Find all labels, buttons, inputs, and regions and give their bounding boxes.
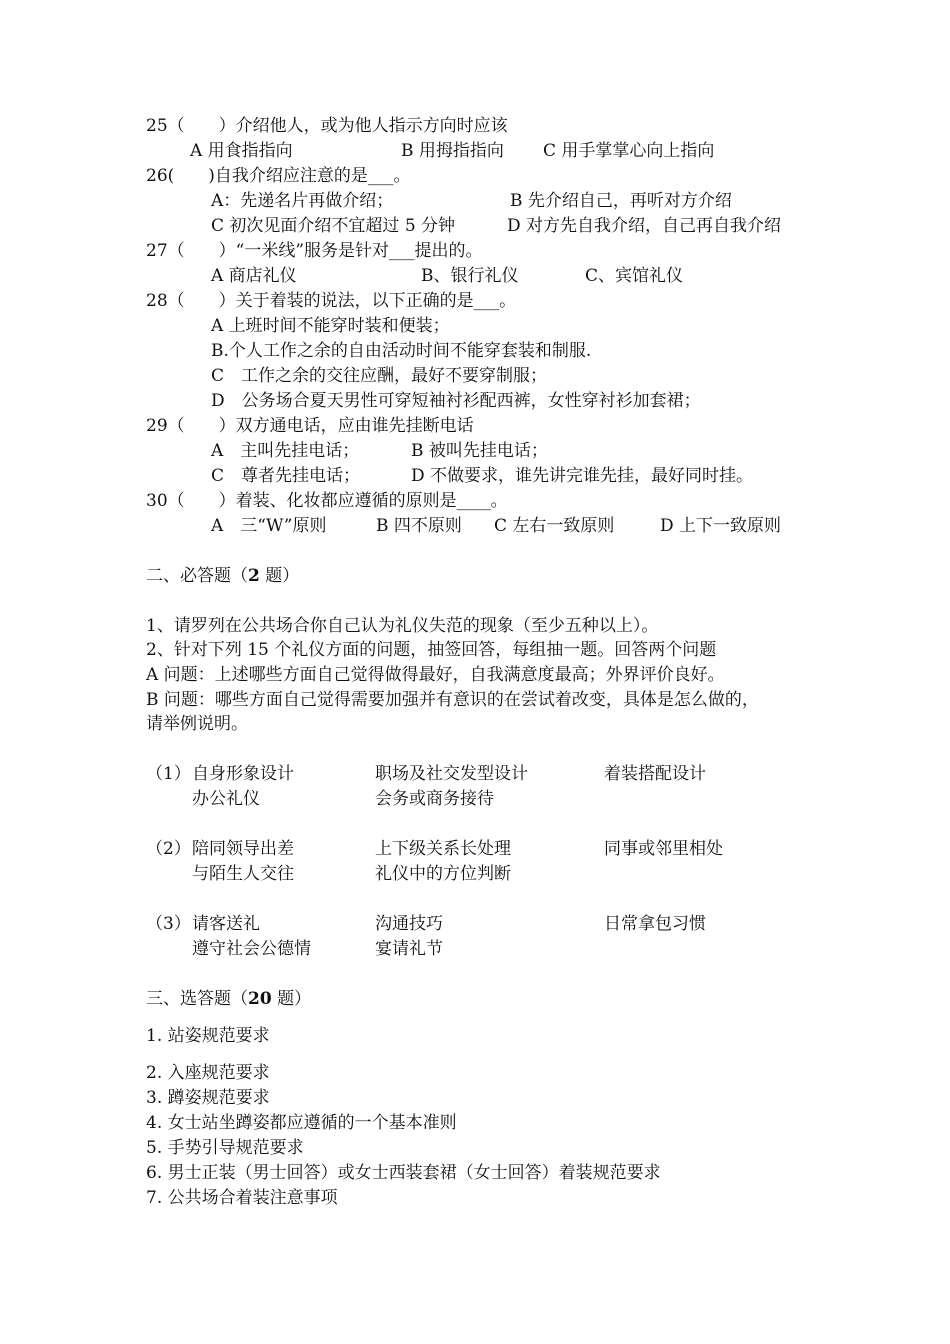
- section-3-heading-count: 20: [248, 989, 272, 1009]
- section-2-line: 请举例说明。: [146, 714, 248, 734]
- topic-item: 沟通技巧: [375, 914, 443, 934]
- section-2-line: 1、请罗列在公共场合你自己认为礼仪失范的现象（至少五种以上）。: [146, 616, 659, 636]
- section-3-item: 2. 入座规范要求: [146, 1063, 270, 1083]
- question-27-stem: 27（ ）“一米线”服务是针对___提出的。: [146, 241, 483, 261]
- question-30-stem: 30（ ）着装、化妆都应遵循的原则是____。: [146, 491, 508, 511]
- section-2-line: A 问题：上述哪些方面自己觉得做得最好，自我满意度最高；外界评价良好。: [146, 665, 725, 685]
- section-2-heading: [146, 564, 299, 588]
- question-28-option-a: A 上班时间不能穿时装和便装；: [211, 316, 450, 336]
- question-25-option-a: A 用食指指向: [190, 141, 293, 161]
- topic-group-number: （2）: [146, 839, 191, 859]
- section-2-heading-prefix: 二、必答题（: [146, 566, 248, 586]
- question-27-option-c: C、宾馆礼仪: [585, 266, 684, 286]
- question-26-option-a: A：先递名片再做介绍；: [211, 191, 394, 211]
- question-29-option-d: D 不做要求，谁先讲完谁先挂，最好同时挂。: [411, 466, 754, 486]
- question-29-option-c: C 尊者先挂电话；: [211, 466, 361, 486]
- section-3-item: 3. 蹲姿规范要求: [146, 1088, 270, 1108]
- question-25-option-b: B 用拇指指向: [401, 141, 504, 161]
- question-25-option-c: C 用手掌掌心向上指向: [543, 141, 715, 161]
- section-3-item: 7. 公共场合着装注意事项: [146, 1188, 338, 1208]
- section-2-line: B 问题：哪些方面自己觉得需要加强并有意识的在尝试着改变，具体是怎么做的，: [146, 690, 759, 710]
- topic-group-number: （1）: [146, 764, 191, 784]
- question-28-stem: 28（ ）关于着装的说法，以下正确的是___。: [146, 291, 517, 311]
- topic-item: 请客送礼: [192, 914, 260, 934]
- question-27-option-a: A 商店礼仪: [211, 266, 297, 286]
- topic-item: 同事或邻里相处: [604, 839, 723, 859]
- question-30-option-b: B 四不原则: [376, 516, 462, 536]
- topic-group-number: （3）: [146, 914, 191, 934]
- section-2-line: 2、针对下列 15 个礼仪方面的问题，抽签回答，每组抽一题。回答两个问题: [146, 640, 717, 660]
- topic-item: 宴请礼节: [375, 939, 443, 959]
- topic-item: 遵守社会公德情: [192, 939, 311, 959]
- question-30-option-a: A 三“W”原则: [211, 516, 327, 536]
- topic-item: 陪同领导出差: [192, 839, 294, 859]
- topic-item: 礼仪中的方位判断: [375, 864, 511, 884]
- question-29-stem: 29（ ）双方通电话，应由谁先挂断电话: [146, 416, 474, 436]
- section-3-item: 1. 站姿规范要求: [146, 1026, 270, 1046]
- topic-item: 与陌生人交往: [192, 864, 294, 884]
- topic-item: 上下级关系长处理: [375, 839, 511, 859]
- question-28-option-b: B.个人工作之余的自由活动时间不能穿套装和制服.: [211, 341, 592, 361]
- question-27-option-b: B、银行礼仪: [421, 266, 519, 286]
- section-3-heading: [146, 987, 311, 1011]
- question-26-stem: 26( )自我介绍应注意的是___。: [146, 166, 411, 186]
- question-26-option-b: B 先介绍自己，再听对方介绍: [510, 191, 732, 211]
- question-26-option-d: D 对方先自我介绍，自己再自我介绍: [507, 216, 782, 236]
- question-28-option-c: C 工作之余的交往应酬，最好不要穿制服；: [211, 366, 548, 386]
- question-30-option-c: C 左右一致原则: [494, 516, 615, 536]
- topic-item: 办公礼仪: [192, 789, 260, 809]
- section-3-heading-suffix: 题）: [271, 989, 312, 1009]
- section-3-heading-prefix: 三、选答题（: [146, 989, 248, 1009]
- question-28-option-d: D 公务场合夏天男性可穿短袖衬衫配西裤，女性穿衬衫加套裙；: [211, 391, 701, 411]
- topic-item: 日常拿包习惯: [604, 914, 706, 934]
- section-3-item: 6. 男士正装（男士回答）或女士西装套裙（女士回答）着装规范要求: [146, 1163, 661, 1183]
- topic-item: 着装搭配设计: [604, 764, 706, 784]
- question-29-option-a: A 主叫先挂电话；: [211, 441, 360, 461]
- topic-item: 会务或商务接待: [375, 789, 494, 809]
- section-2-heading-count: 2: [248, 566, 260, 586]
- question-25-stem: 25（ ）介绍他人，或为他人指示方向时应该: [146, 116, 508, 136]
- section-3-item: 4. 女士站坐蹲姿都应遵循的一个基本准则: [146, 1113, 457, 1133]
- question-29-option-b: B 被叫先挂电话；: [411, 441, 548, 461]
- section-3-item: 5. 手势引导规范要求: [146, 1138, 304, 1158]
- question-26-option-c: C 初次见面介绍不宜超过 5 分钟: [211, 216, 456, 236]
- section-2-heading-suffix: 题）: [259, 566, 300, 586]
- topic-item: 职场及社交发型设计: [375, 764, 528, 784]
- question-30-option-d: D 上下一致原则: [660, 516, 782, 536]
- topic-item: 自身形象设计: [192, 764, 294, 784]
